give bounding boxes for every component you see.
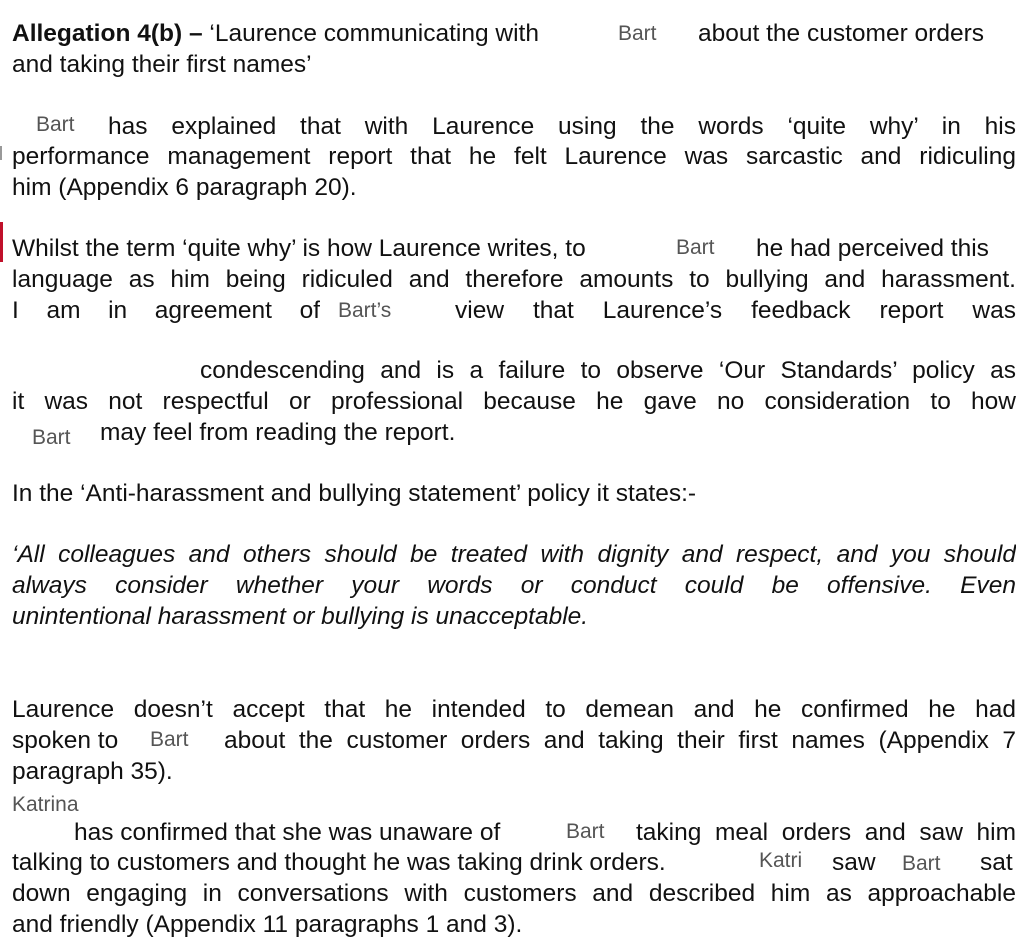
redacted-name-overlay: Bart bbox=[902, 852, 941, 875]
redacted-name-overlay: Bart’s bbox=[338, 299, 392, 322]
p2-line-1b: he had perceived this bbox=[756, 235, 989, 262]
p4-line-1: Laurence doesn’t accept that he intended to demean and he confirmed he had bbox=[12, 696, 1016, 723]
p2-line-2: language as him being ridiculed and therefore amounts to bullying and harassment. bbox=[12, 266, 1016, 293]
quote-line-2: always consider whether your words or conduct could be offensive. Even bbox=[12, 572, 1016, 599]
p1-line-1: has explained that with Laurence using the words ‘quite why’ in his bbox=[108, 113, 1016, 140]
redacted-name-overlay: Bart bbox=[566, 820, 605, 843]
gray-margin-mark bbox=[0, 146, 2, 160]
p2-line-5: it was not respectful or professional because he gave no consideration to how bbox=[12, 388, 1016, 415]
p2-line-3b: view that Laurence’s feedback report was bbox=[455, 297, 1016, 324]
p5-line-4: and friendly (Appendix 11 paragraphs 1 and 3). bbox=[12, 911, 523, 938]
paragraph-3: In the ‘Anti-harassment and bullying statement’ policy it states:- bbox=[12, 480, 697, 507]
redacted-name-overlay: Bart bbox=[676, 236, 715, 259]
p5-line-2b: saw bbox=[832, 849, 876, 876]
p2-line-6: may feel from reading the report. bbox=[100, 419, 456, 446]
heading-text-b: about the customer orders bbox=[698, 20, 984, 47]
redacted-name-overlay: Bart bbox=[150, 728, 189, 751]
p4-line-3: paragraph 35). bbox=[12, 758, 173, 785]
p2-line-1a: Whilst the term ‘quite why’ is how Laurence writes, to bbox=[12, 235, 586, 262]
p4-line-2b: about the customer orders and taking their first names (Appendix 7 bbox=[224, 727, 1016, 754]
redacted-name-label: Katrina bbox=[12, 793, 79, 816]
p5-line-3: down engaging in conversations with customers and described him as approachable bbox=[12, 880, 1016, 907]
red-margin-mark bbox=[0, 222, 3, 262]
p5-line-2a: talking to customers and thought he was taking drink orders. bbox=[12, 849, 666, 876]
p5-line-1a: has confirmed that she was unaware of bbox=[74, 819, 501, 846]
heading-text-a: ‘Laurence communicating with bbox=[209, 20, 539, 47]
redacted-name-overlay: Bart bbox=[618, 22, 657, 45]
p2-line-3a: I am in agreement of bbox=[12, 297, 320, 324]
p5-line-2c: sat bbox=[980, 849, 1013, 876]
p4-line-2a: spoken to bbox=[12, 727, 119, 754]
heading-line-2: and taking their first names’ bbox=[12, 51, 312, 78]
redacted-name-overlay: Bart bbox=[32, 426, 71, 449]
redacted-name-overlay: Bart bbox=[36, 113, 75, 136]
p5-line-1b: taking meal orders and saw him bbox=[636, 819, 1016, 846]
quote-line-3: unintentional harassment or bullying is unacceptable. bbox=[12, 603, 589, 630]
p2-line-4: condescending and is a failure to observe ‘Our Standards’ policy as bbox=[200, 357, 1016, 384]
quote-line-1: ‘All colleagues and others should be treated with dignity and respect, and you should bbox=[12, 541, 1016, 568]
p1-line-2: performance management report that he felt Laurence was sarcastic and ridiculing bbox=[12, 143, 1016, 170]
p1-line-3: him (Appendix 6 paragraph 20). bbox=[12, 174, 357, 201]
redacted-name-overlay: Katri bbox=[759, 849, 803, 872]
allegation-label: Allegation 4(b) – bbox=[12, 20, 210, 47]
